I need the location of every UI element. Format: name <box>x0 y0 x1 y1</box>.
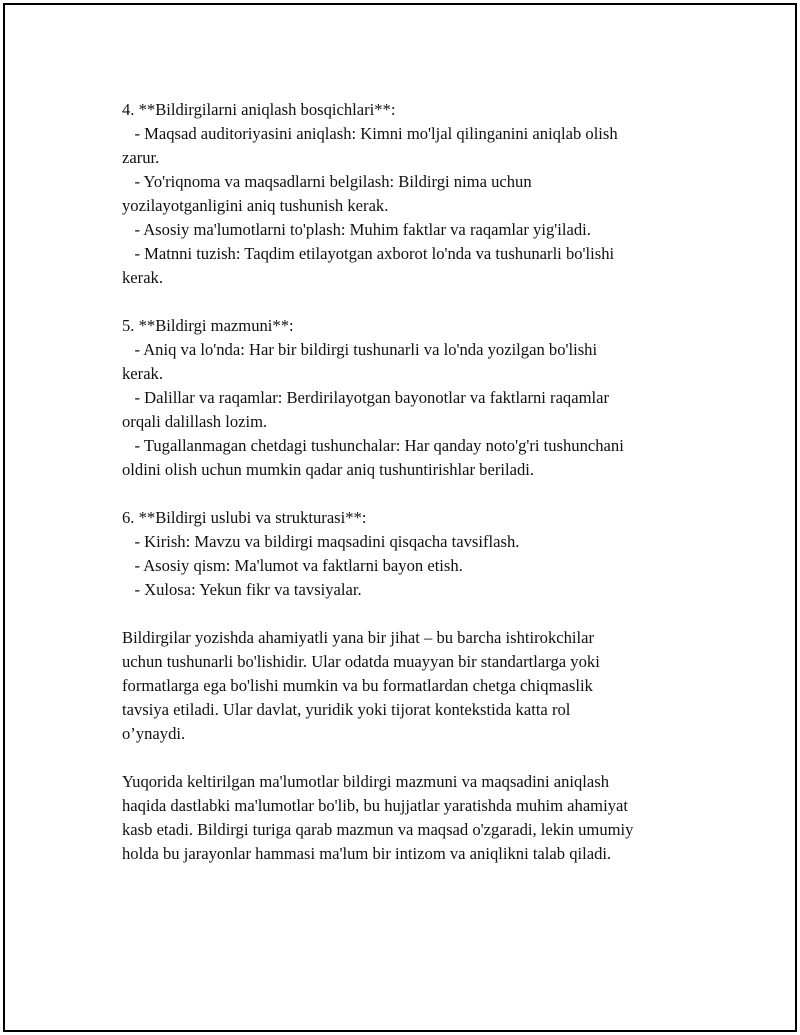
paragraph-gap <box>122 602 692 626</box>
section-6-block <box>122 506 692 602</box>
text-line: - Kirish: Mavzu va bildirgi maqsadini qisqacha tavsiflash. <box>122 532 520 551</box>
section-4-block <box>122 98 692 290</box>
text-line: - Maqsad auditoriyasini aniqlash: Kimni mo'ljal qilinganini aniqlab olish <box>122 124 618 143</box>
text-line: formatlarga ega bo'lishi mumkin va bu formatlardan chetga chiqmaslik <box>122 676 593 695</box>
paragraph-2-block <box>122 770 692 866</box>
text-line: zarur. <box>122 148 160 167</box>
text-line: kasb etadi. Bildirgi turiga qarab mazmun va maqsad o'zgaradi, lekin umumiy <box>122 820 634 839</box>
text-line: - Yo'riqnoma va maqsadlarni belgilash: Bildirgi nima uchun <box>122 172 532 191</box>
text-line: - Aniq va lo'nda: Har bir bildirgi tushunarli va lo'nda yozilgan bo'lishi <box>122 340 598 359</box>
text-line: kerak. <box>122 364 163 383</box>
section-heading: 6. **Bildirgi uslubi va strukturasi**: <box>122 508 367 527</box>
text-line: - Asosiy qism: Ma'lumot va faktlarni bayon etish. <box>122 556 463 575</box>
text-line: yozilayotganligini aniq tushunish kerak. <box>122 196 389 215</box>
text-line: orqali dalillash lozim. <box>122 412 268 431</box>
text-line: Bildirgilar yozishda ahamiyatli yana bir jihat – bu barcha ishtirokchilar <box>122 628 595 647</box>
text-line: tavsiya etiladi. Ular davlat, yuridik yoki tijorat kontekstida katta rol <box>122 700 571 719</box>
text-line: oldini olish uchun mumkin qadar aniq tushuntirishlar beriladi. <box>122 460 535 479</box>
section-5-block <box>122 314 692 482</box>
text-line: holda bu jarayonlar hammasi ma'lum bir intizom va aniqlikni talab qiladi. <box>122 844 612 863</box>
text-line: - Dalillar va raqamlar: Berdirilayotgan bayonotlar va faktlarni raqamlar <box>122 388 610 407</box>
paragraph-gap <box>122 482 692 506</box>
text-line: - Tugallanmagan chetdagi tushunchalar: Har qanday noto'g'ri tushunchani <box>122 436 624 455</box>
text-line: - Matnni tuzish: Taqdim etilayotgan axborot lo'nda va tushunarli bo'lishi <box>122 244 615 263</box>
text-line: - Asosiy ma'lumotlarni to'plash: Muhim faktlar va raqamlar yig'iladi. <box>122 220 591 239</box>
document-body <box>122 98 692 866</box>
paragraph-gap <box>122 746 692 770</box>
paragraph-gap <box>122 290 692 314</box>
text-line: kerak. <box>122 268 163 287</box>
text-line: o’ynaydi. <box>122 724 186 743</box>
text-line: uchun tushunarli bo'lishidir. Ular odatda muayyan bir standartlarga yoki <box>122 652 600 671</box>
text-line: Yuqorida keltirilgan ma'lumotlar bildirgi mazmuni va maqsadini aniqlash <box>122 772 610 791</box>
paragraph-1-block <box>122 626 692 746</box>
text-line: haqida dastlabki ma'lumotlar bo'lib, bu hujjatlar yaratishda muhim ahamiyat <box>122 796 628 815</box>
section-heading: 4. **Bildirgilarni aniqlash bosqichlari**: <box>122 100 396 119</box>
page-frame <box>3 3 797 1032</box>
text-line: - Xulosa: Yekun fikr va tavsiyalar. <box>122 580 362 599</box>
section-heading: 5. **Bildirgi mazmuni**: <box>122 316 294 335</box>
